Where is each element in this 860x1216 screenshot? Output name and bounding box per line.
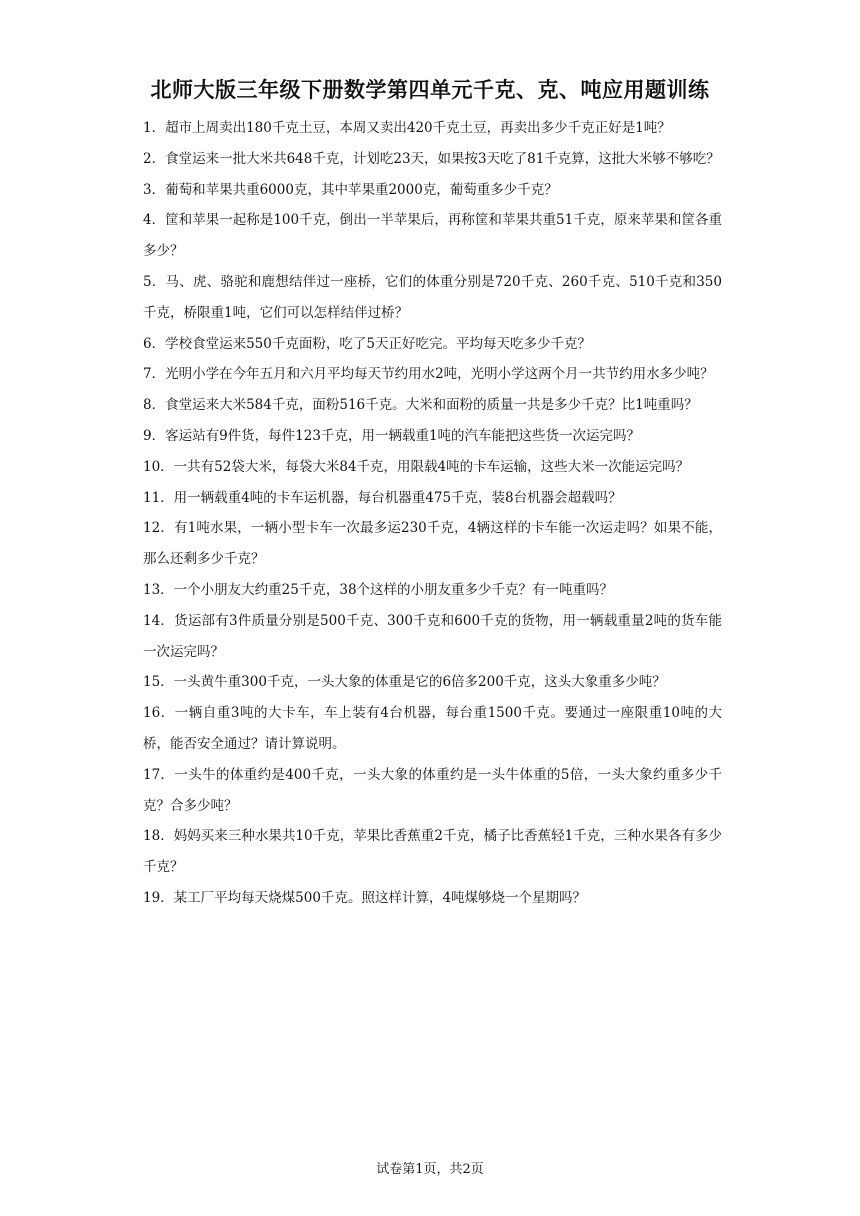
question-list — [143, 113, 722, 914]
question-18: 18．妈妈买来三种水果共10千克，苹果比香蕉重2千克，橘子比香蕉轻1千克，三种水果各有多少千克？ — [143, 828, 722, 876]
page-footer: 试卷第1页，共2页 — [376, 1162, 484, 1177]
question-4: 4．筐和苹果一起称是100千克，倒出一半苹果后，再称筐和苹果共重51千克，原来苹果和筐各重多少？ — [143, 212, 722, 260]
question-11: 11．用一辆载重4吨的卡车运机器，每台机器重475千克，装8台机器会超载吗？ — [143, 489, 622, 506]
question-2: 2．食堂运来一批大米共648千克，计划吃23天，如果按3天吃了81千克算，这批大米够不够吃？ — [143, 150, 720, 167]
page-title: 北师大版三年级下册数学第四单元千克、克、吨应用题训练 — [150, 78, 710, 102]
question-14: 14．货运部有3件质量分别是500千克、300千克和600千克的货物，用一辆载重量2吨的货车能一次运完吗？ — [143, 612, 722, 660]
question-1: 1．超市上周卖出180千克土豆，本周又卖出420千克土豆，再卖出多少千克正好是1吨？ — [143, 120, 671, 136]
question-3: 3．葡萄和苹果共重6000克，其中苹果重2000克，葡萄重多少千克？ — [143, 181, 558, 198]
question-6: 6．学校食堂运来550千克面粉，吃了5天正好吃完。平均每天吃多少千克？ — [143, 335, 591, 352]
question-5: 5．马、虎、骆驼和鹿想结伴过一座桥，它们的体重分别是720千克、260千克、510千克和350千克，桥限重1吨，它们可以怎样结伴过桥？ — [143, 273, 722, 321]
question-8: 8．食堂运来大米584千克，面粉516千克。大米和面粉的质量一共是多少千克？比1吨重吗？ — [143, 397, 698, 414]
question-15: 15．一头黄牛重300千克，一头大象的体重是它的6倍多200千克，这头大象重多少吨？ — [143, 674, 666, 691]
question-9: 9．客运站有9件货，每件123千克，用一辆载重1吨的汽车能把这些货一次运完吗？ — [143, 427, 641, 444]
question-19: 19．某工厂平均每天烧煤500千克。照这样计算，4吨煤够烧一个星期吗？ — [143, 889, 587, 906]
question-12: 12．有1吨水果，一辆小型卡车一次最多运230千克，4辆这样的卡车能一次运走吗？如果不能，那么还剩多少千克？ — [143, 520, 722, 568]
question-7: 7．光明小学在今年五月和六月平均每天节约用水2吨，光明小学这两个月一共节约用水多少吨？ — [143, 366, 714, 383]
question-17: 17．一头牛的体重约是400千克，一头大象的体重约是一头牛体重的5倍，一头大象约重多少千克？合多少吨？ — [143, 766, 722, 814]
question-16: 16．一辆自重3吨的大卡车，车上装有4台机器，每台重1500千克。要通过一座限重10吨的大桥，能否安全通过？请计算说明。 — [143, 705, 722, 752]
question-13: 13．一个小朋友大约重25千克，38个这样的小朋友重多少千克？有一吨重吗？ — [143, 581, 614, 598]
question-10: 10．一共有52袋大米，每袋大米84千克，用限载4吨的卡车运输，这些大米一次能运完吗？ — [143, 458, 690, 475]
